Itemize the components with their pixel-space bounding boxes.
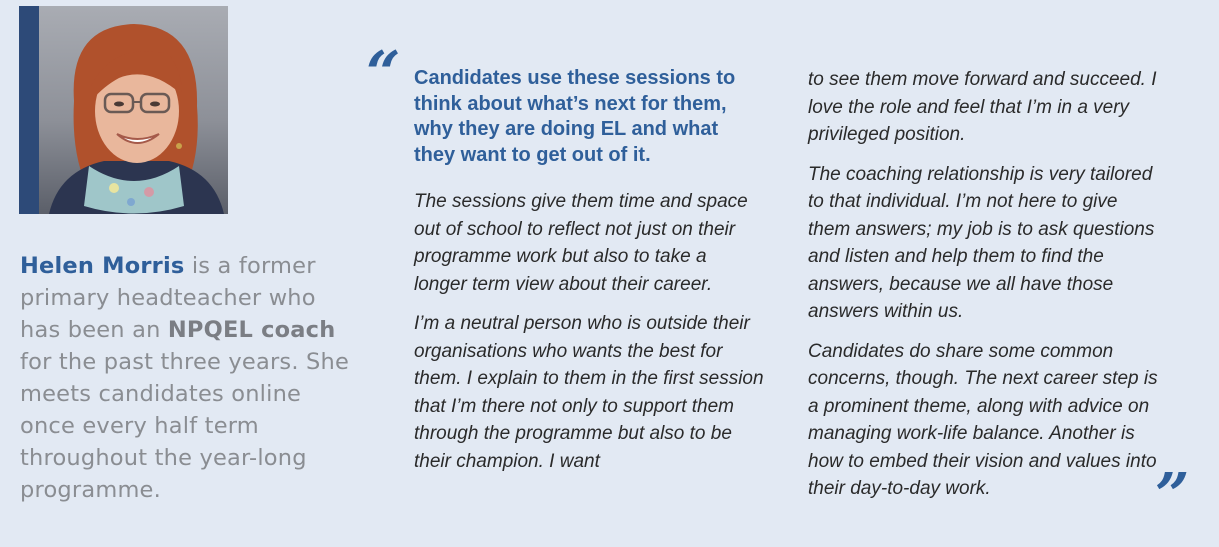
coach-role: NPQEL coach: [167, 317, 336, 343]
quote-paragraph: I’m a neutral person who is outside their organisations who wants the best for them. I explain to them in the first session that I’m there not only to support them through the programme but also to be their champion. I want: [414, 313, 764, 472]
quote-column-1: [414, 188, 764, 487]
quote-paragraph: The sessions give them time and space out of school to reflect not just on their programme work but also to take a longer term view about their career.: [414, 191, 748, 295]
coach-bio: [20, 250, 360, 506]
close-quote-mark: ”: [1155, 461, 1190, 531]
portrait-illustration: [19, 6, 228, 214]
coach-photo: [19, 6, 228, 214]
open-quote-mark: “: [366, 39, 401, 109]
quote-lead: Candidates use these sessions to think about what’s next for them, why they are doing EL and what they want to get out of it.: [414, 67, 736, 166]
quote-paragraph: The coaching relationship is very tailored to that individual. I’m not here to give them answers; my job is to ask questions and listen and help them to find the answers, because we all have those answers within us.: [808, 163, 1155, 322]
bio-text-2: for the past three years. She meets candidates online once every half term throughout the year-long programme.: [20, 349, 350, 503]
quote-paragraph: to see them move forward and succeed. I love the role and feel that I’m in a very privileged position.: [808, 69, 1157, 145]
quote-paragraph: Candidates do share some common concerns, though. The next career step is a prominent theme, along with advice on managing work-life balance. Another is how to embed their vision and values into their day-to-day work.: [808, 340, 1158, 499]
coach-name: Helen Morris: [20, 253, 185, 279]
bio-text-1: is a former primary headteacher who has been an: [20, 253, 316, 343]
quote-column-2: [808, 66, 1158, 515]
